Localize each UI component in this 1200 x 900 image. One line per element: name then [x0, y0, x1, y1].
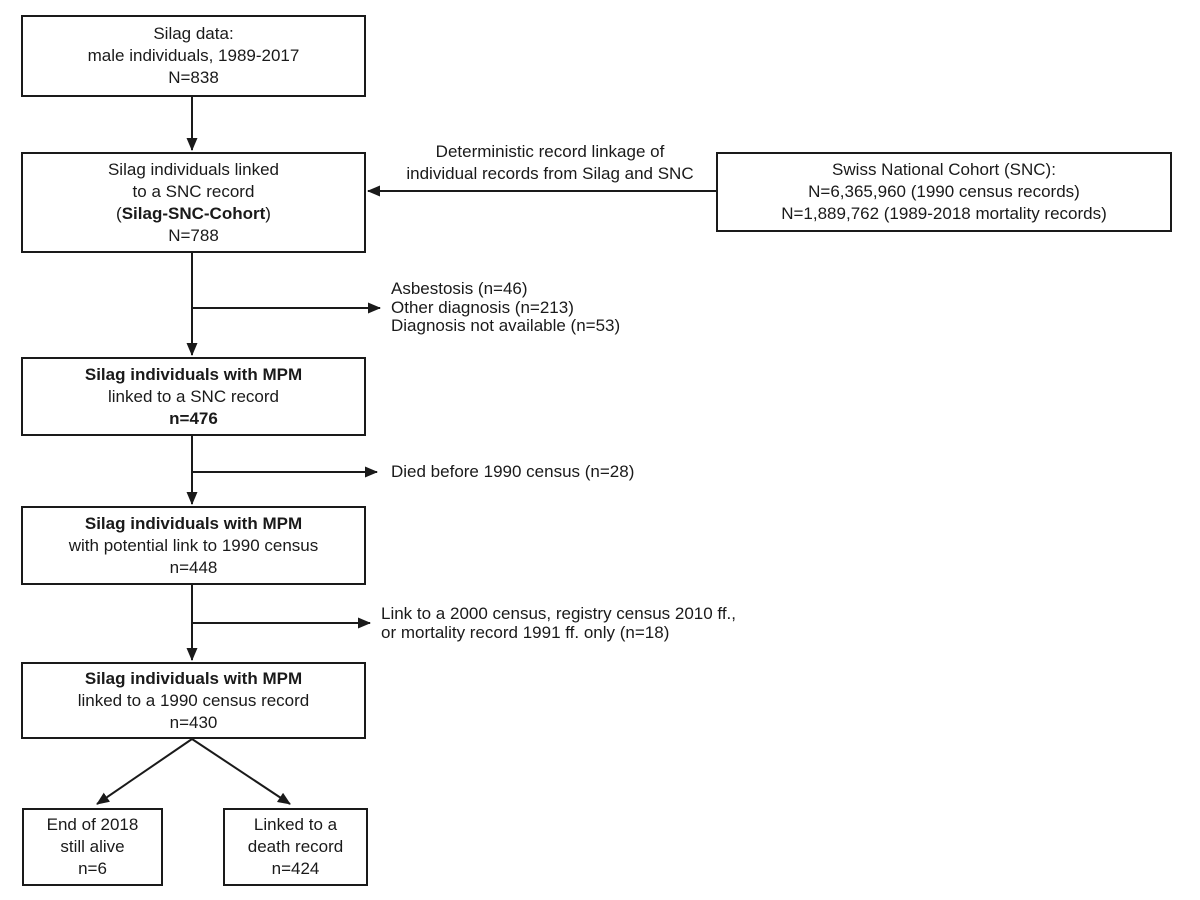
label-line: Died before 1990 census (n=28) [391, 462, 635, 481]
box-mpm-potential-1990-link [21, 506, 366, 585]
box-line: male individuals, 1989-2017 [87, 46, 300, 65]
box-count: n=476 [169, 408, 218, 428]
label-exclusion-other-links [381, 605, 736, 642]
label-line: Diagnosis not available (n=53) [391, 316, 621, 335]
label-line: or mortality record 1991 ff. only (n=18) [381, 622, 670, 642]
label-line: individual records from Silag and SNC [406, 164, 694, 183]
box-line: linked to a SNC record [107, 386, 280, 406]
box-line: End of 2018 [46, 815, 139, 834]
box-count: N=1,889,762 (1989-2018 mortality records) [781, 204, 1107, 223]
box-count: N=6,365,960 (1990 census records) [808, 182, 1080, 201]
label-exclusion-diagnoses [391, 280, 620, 336]
box-line: to a SNC record [132, 181, 255, 201]
label-exclusion-died-before-census [391, 463, 634, 482]
box-line: death record [247, 837, 344, 856]
box-line: still alive [60, 837, 125, 856]
label-line: Link to a 2000 census, registry census 2010 ff., [381, 604, 737, 623]
box-mpm-1990-census-record [21, 662, 366, 739]
paren-open: ( [116, 203, 122, 223]
box-line: Silag individuals linked [107, 159, 280, 179]
label-line: Asbestosis (n=46) [391, 279, 528, 298]
box-count: n=424 [271, 859, 320, 878]
box-line: Silag data: [153, 24, 234, 43]
box-line: Silag individuals with MPM [84, 513, 303, 533]
box-snc [716, 152, 1172, 232]
box-silag-snc-linked [21, 152, 366, 253]
box-line: Linked to a [253, 815, 338, 834]
label-record-linkage [390, 141, 710, 185]
box-line: Silag individuals with MPM [84, 364, 303, 384]
box-count: N=788 [168, 225, 219, 245]
box-line: with potential link to 1990 census [68, 535, 319, 555]
box-mpm-snc-record [21, 357, 366, 436]
paren-close: ) [265, 203, 271, 223]
label-line: Other diagnosis (n=213) [391, 297, 574, 317]
box-line: Silag individuals with MPM [84, 668, 303, 688]
arrow-census-to-death-icon [192, 739, 290, 804]
box-line: linked to a 1990 census record [77, 690, 310, 710]
box-count: n=430 [169, 712, 218, 732]
box-count: n=448 [169, 557, 218, 577]
box-silag-data [21, 15, 366, 97]
box-line-cohort-name [116, 203, 271, 225]
box-death-record [223, 808, 368, 886]
box-still-alive [22, 808, 163, 886]
arrow-census-to-alive-icon [97, 739, 192, 804]
label-line: Deterministic record linkage of [435, 142, 665, 161]
box-count: N=838 [168, 68, 219, 87]
box-line: Swiss National Cohort (SNC): [832, 160, 1056, 179]
cohort-name: Silag-SNC-Cohort [121, 203, 266, 223]
box-count: n=6 [78, 859, 107, 878]
